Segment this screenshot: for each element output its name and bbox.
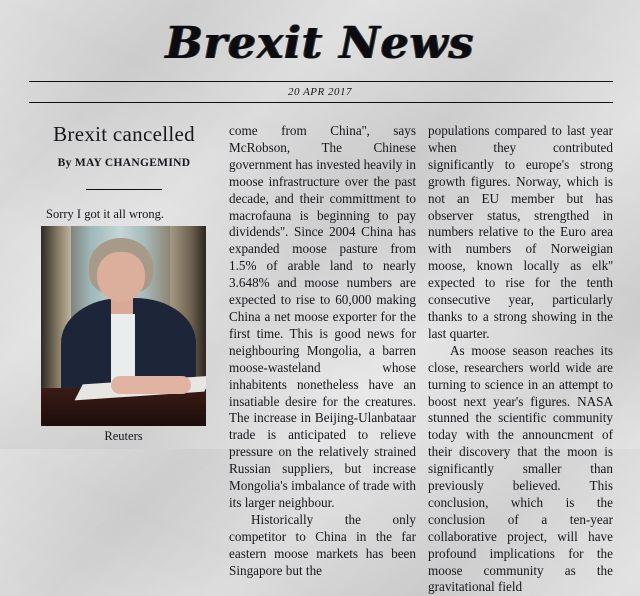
headline: Brexit cancelled (53, 122, 195, 146)
paragraph: As moose season reaches its close, researchers world wide are turning to science in an attempt to boost next year's figures. NASA stunned the scientific community today with the announcment of their discovery that the moon is significantly smaller than previously believed. This conclusion, which is the conclusion of a ten-year collaborative project, will have profound implications for the moose community as the gravitational field (428, 342, 613, 595)
byline: By MAY CHANGEMIND (57, 157, 191, 169)
byline-divider (86, 189, 162, 190)
photo-caption: Reuters (104, 429, 143, 443)
masthead-rule-top (29, 81, 613, 82)
paragraph: Historically the only competitor to China in the far eastern moose markets has been Singapore but the (229, 511, 416, 578)
paragraph: populations compared to last year when they contributed significantly to europe's strong growth figures. Norway, which is not an EU member but has observer status, strengthed in numbers relative to the Euro area with numbers of Norweigian moose, known locally as elk'' expected to rise for the tenth consecutive year, particularly thanks to a strong showing in the last quarter. (428, 123, 613, 341)
article-column-middle (229, 123, 416, 579)
photo-face (97, 252, 145, 302)
paragraph: come from China'', says McRobson, The Chinese government has invested heavily in moose infrastructure over the past decade, and their committment to macrofauna is beginning to pay dividends''. Since 2004 China has expanded moose pasture from 1.5% of arable land to nearly 3.648% and moose numbers are expected to rise to 60,000 making China a net moose exporter for the first time. This is good news for neighbouring Mongolia, a barren moose-wasteland whose inhabitents nonetheless have an insatiable desire for the creatures. The increase in Beijing-Ulanbataar trade is anticipated to relieve pressure on the relatively strained Russian suppliers, but increase Mongolia's imbalance of trade with its larger neighbour. (229, 123, 416, 510)
article-lead-column (29, 122, 219, 222)
masthead-title: Brexit News (165, 18, 475, 69)
masthead-rule-bottom (29, 102, 613, 103)
article-photo (41, 226, 206, 426)
photo-shirt (111, 314, 135, 384)
photo-hands (111, 376, 191, 394)
standfirst: Sorry I got it all wrong. (46, 206, 165, 221)
dateline: 20 APR 2017 (288, 86, 352, 98)
article-column-right (428, 123, 613, 596)
